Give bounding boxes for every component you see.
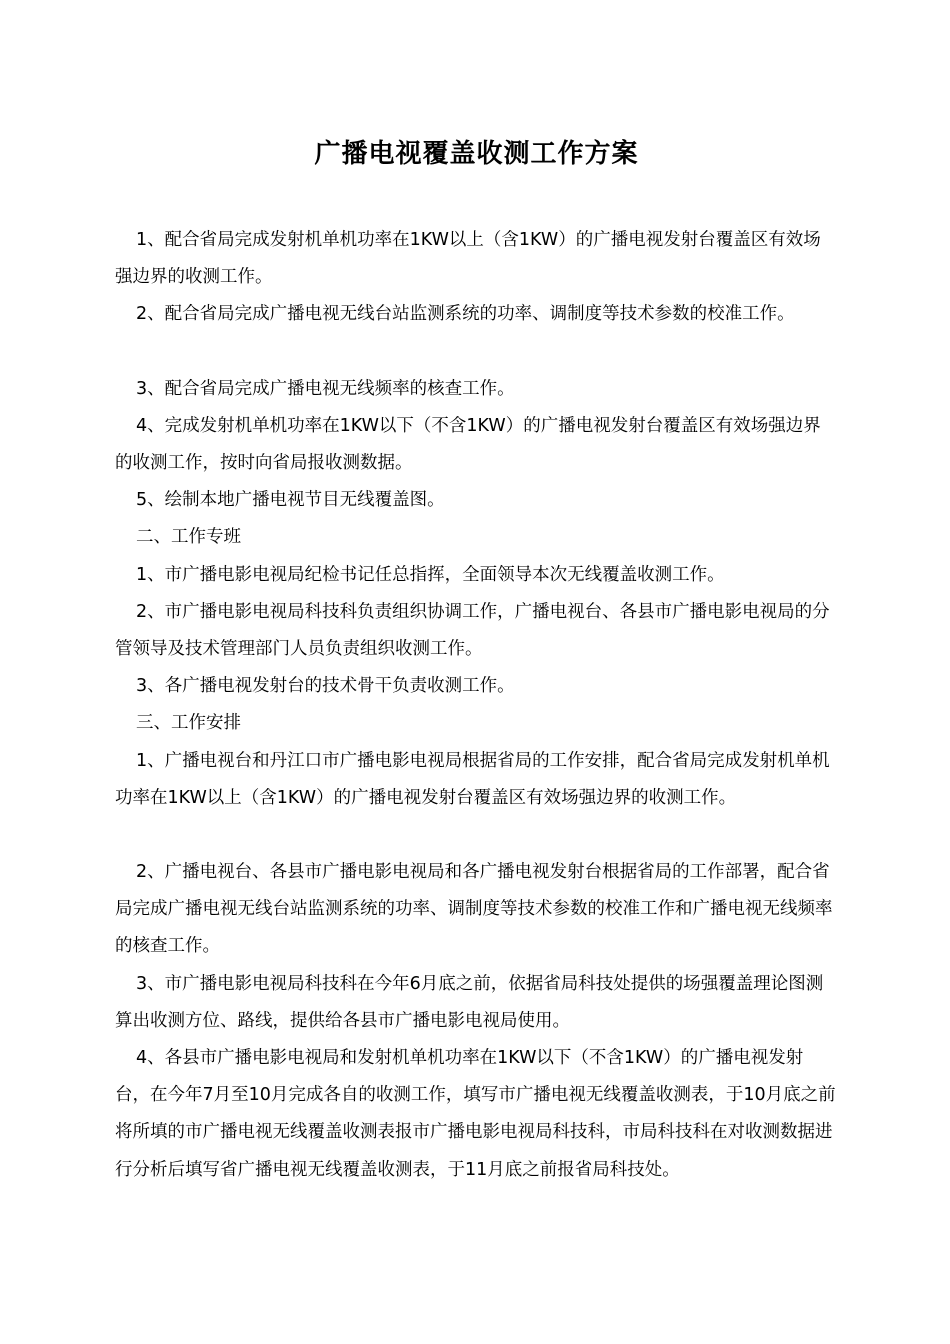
paragraph: 3、配合省局完成广播电视无线频率的核查工作。 (136, 378, 515, 399)
document-body (115, 222, 838, 1189)
paragraph: 1、广播电视台和丹江口市广播电影电视局根据省局的工作安排，配合省局完成发射机单机功率在1KW以上（含1KW）的广播电视发射台覆盖区有效场强边界的收测工作。 (115, 750, 830, 808)
paragraph: 1、配合省局完成发射机单机功率在1KW以上（含1KW）的广播电视发射台覆盖区有效场强边界的收测工作。 (115, 230, 821, 288)
paragraph: 5、绘制本地广播电视节目无线覆盖图。 (136, 490, 445, 511)
paragraph: 4、完成发射机单机功率在1KW以下（不含1KW）的广播电视发射台覆盖区有效场强边界的收测工作，按时向省局报收测数据。 (115, 415, 821, 474)
paragraph: 4、各县市广播电影电视局和发射机单机功率在1KW以下（不含1KW）的广播电视发射台，在今年7月至10月完成各自的收测工作，填写市广播电视无线覆盖收测表，于10月底之前将所填的市广播电视无线覆盖收测表报市广播电影电视局科技科，市局科技科在对收测数据进行分析后填写省广播电视无线覆盖收测表，于11月底之前报省局科技处。 (115, 1048, 836, 1180)
paragraph: 3、市广播电影电视局科技科在今年6月底之前，依据省局科技处提供的场强覆盖理论图测算出收测方位、路线，提供给各县市广播电影电视局使用。 (115, 973, 824, 1031)
document-title: 广播电视覆盖收测工作方案 (314, 139, 639, 169)
paragraph: 1、市广播电影电视局纪检书记任总指挥，全面领导本次无线覆盖收测工作。 (136, 564, 725, 585)
paragraph: 2、广播电视台、各县市广播电影电视局和各广播电视发射台根据省局的工作部署，配合省局完成广播电视无线台站监测系统的功率、调制度等技术参数的校准工作和广播电视无线频率的核查工作。 (115, 862, 833, 957)
section-heading: 二、工作专班 (136, 527, 241, 548)
paragraph: 3、各广播电视发射台的技术骨干负责收测工作。 (136, 676, 515, 697)
paragraph: 2、配合省局完成广播电视无线台站监测系统的功率、调制度等技术参数的校准工作。 (136, 304, 795, 325)
section-heading: 三、工作安排 (136, 713, 241, 734)
paragraph: 2、市广播电影电视局科技科负责组织协调工作，广播电视台、各县市广播电影电视局的分管领导及技术管理部门人员负责组织收测工作。 (115, 601, 830, 660)
